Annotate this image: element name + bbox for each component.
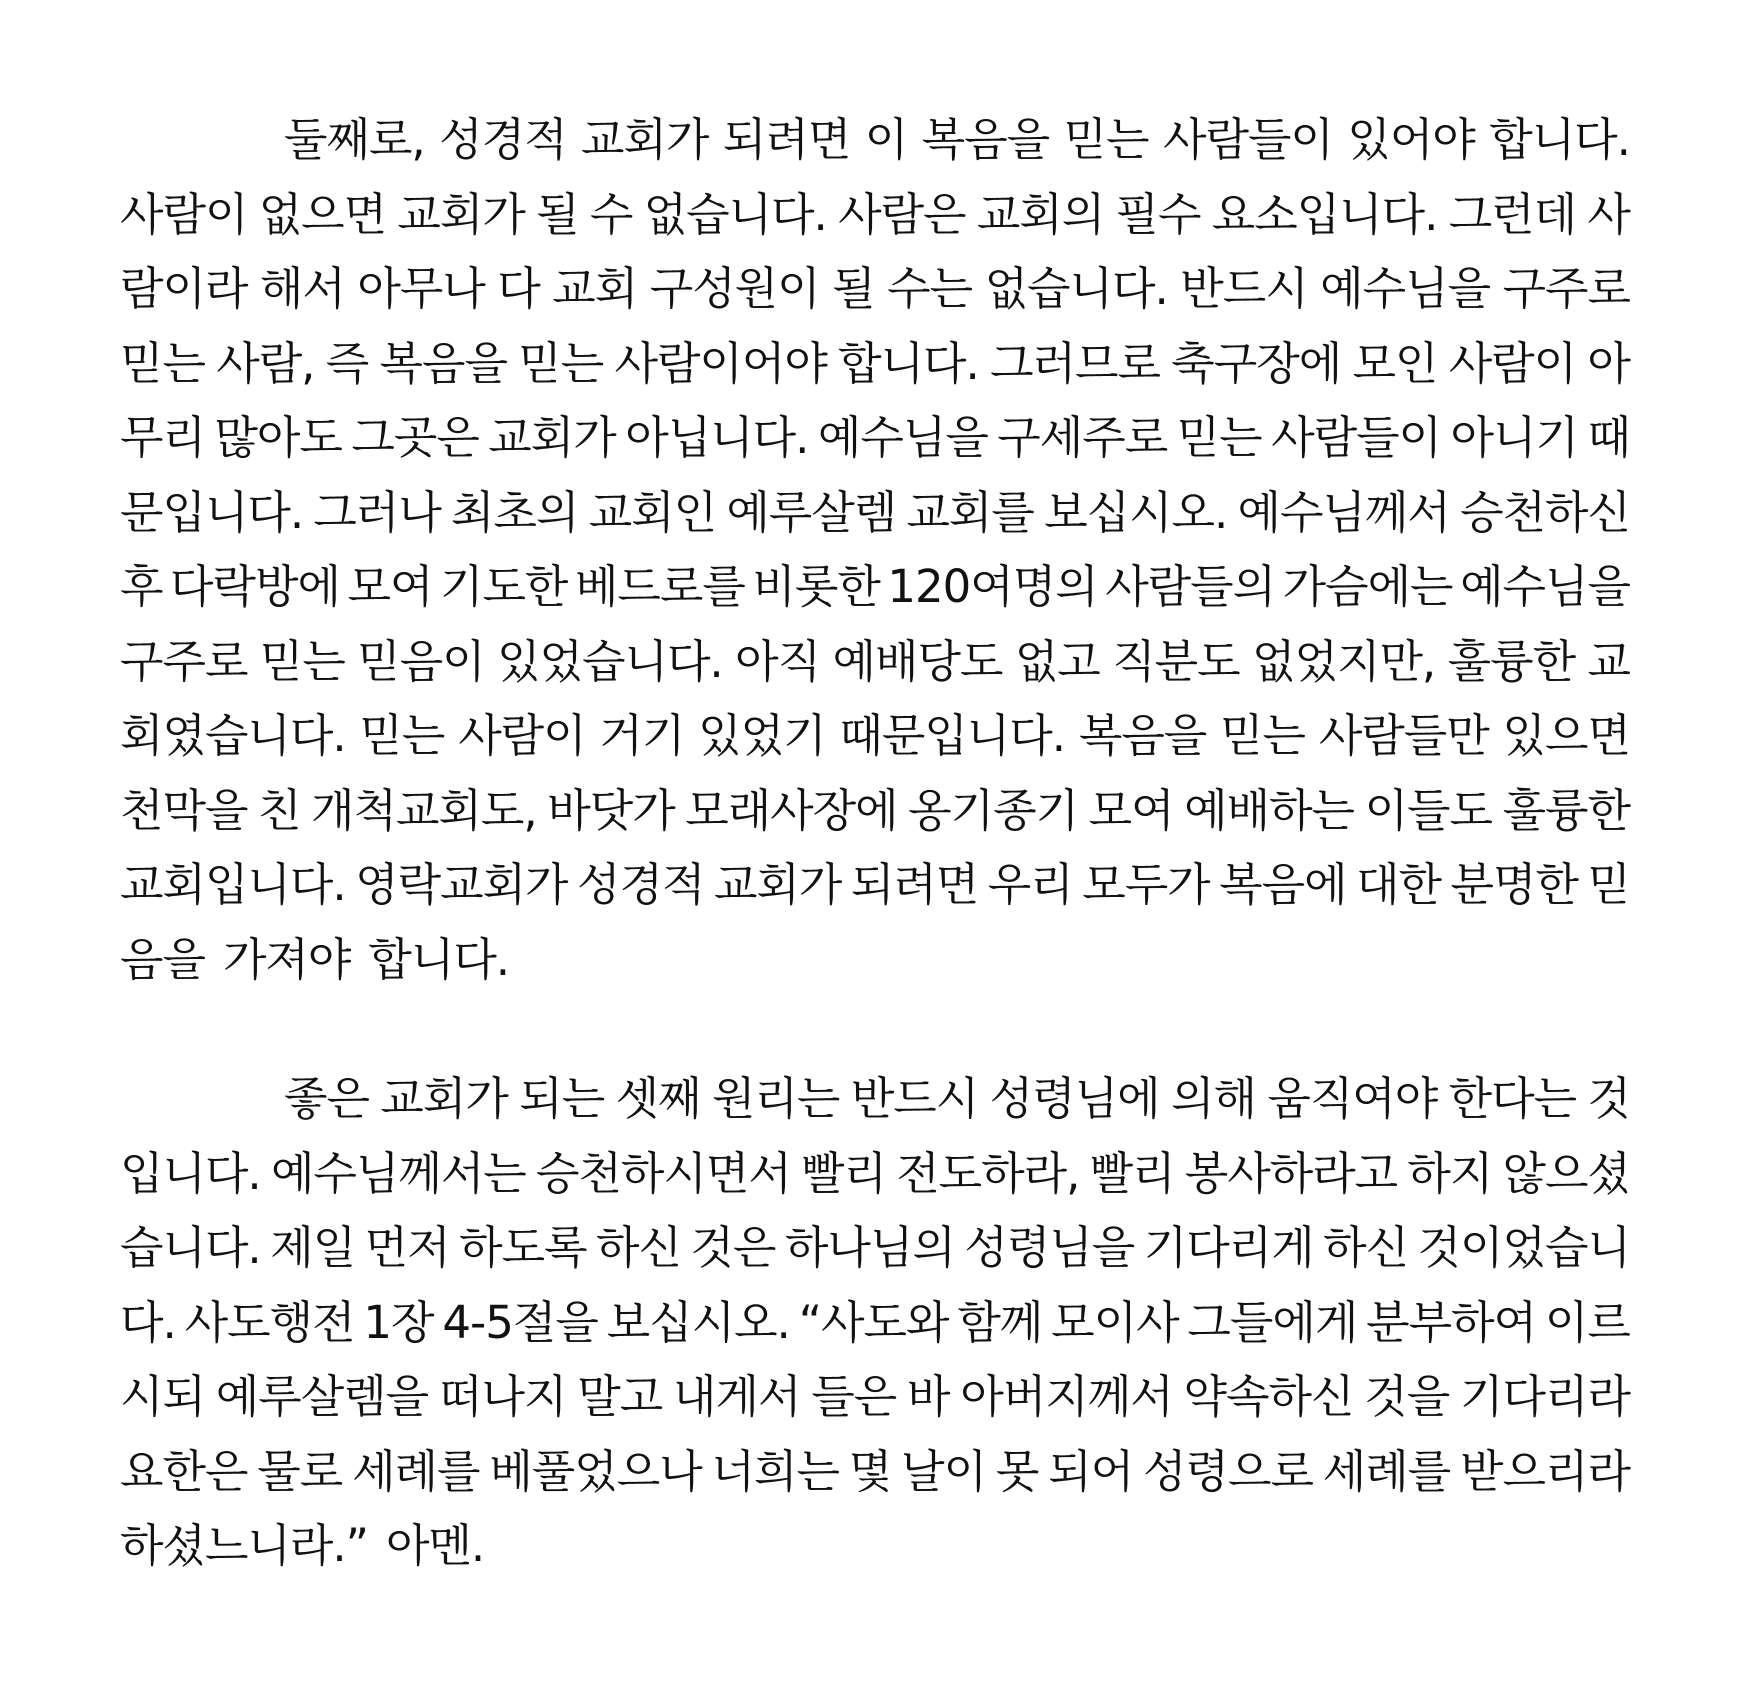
word: 예수님께서: [1237, 485, 1450, 539]
word: 되려면: [722, 113, 851, 166]
word: 받으리라: [1460, 1444, 1630, 1498]
word: 바: [907, 1370, 950, 1423]
word: 비롯한: [752, 560, 880, 613]
word: 복음을: [379, 336, 507, 390]
word: 되어: [1048, 1444, 1134, 1498]
word: 못: [995, 1444, 1039, 1498]
word: 것은: [690, 1221, 776, 1274]
word: 것이었습니: [1417, 1221, 1630, 1274]
word: 그러므로: [990, 336, 1160, 390]
word: 한다는: [1448, 1072, 1577, 1125]
word: 성령님에: [989, 1072, 1160, 1125]
word: 기다리게: [1143, 1221, 1314, 1274]
word: 하지: [1407, 1146, 1493, 1200]
word: 내게서: [673, 1370, 801, 1423]
word: 말고: [577, 1370, 663, 1423]
word: 없었지만,: [1252, 634, 1436, 688]
word: 베드로를: [574, 560, 745, 613]
word: 복음을: [921, 113, 1050, 166]
text-line: [120, 327, 1630, 402]
word: 직분도: [1112, 634, 1240, 688]
word: 반드시: [850, 1072, 979, 1125]
word: 되는: [519, 1072, 605, 1125]
text-line: [120, 103, 1630, 178]
word: 먼저: [364, 1221, 450, 1274]
word: 교: [1587, 634, 1630, 688]
word: 옹기종기: [908, 783, 1079, 837]
word: 성령으로: [1143, 1444, 1313, 1498]
word: 예수님께서는: [270, 1146, 526, 1200]
word: 그런데: [1448, 187, 1577, 241]
word: 복음에: [1219, 858, 1347, 911]
word: 교회가: [581, 113, 709, 166]
word: 합니다.: [838, 336, 979, 390]
word: 사람이: [1448, 336, 1577, 390]
word: 사람이어야: [614, 336, 827, 390]
text-line: [120, 1211, 1630, 1286]
word: 구성원이: [649, 262, 820, 315]
text-line: [120, 923, 1630, 998]
word: 셋째: [615, 1072, 701, 1125]
word: 기도한: [439, 560, 568, 613]
text-line: [120, 252, 1630, 327]
text-line: [120, 625, 1630, 700]
word: 예수님을: [1320, 262, 1491, 315]
word: 아: [1587, 336, 1630, 390]
word: 훌륭한: [1447, 634, 1576, 688]
paragraph-1: [120, 103, 1630, 997]
word: 필수: [1115, 187, 1201, 241]
word: 수는: [887, 262, 973, 315]
word: 시되: [120, 1370, 205, 1423]
word: 이르: [1544, 1295, 1630, 1349]
word: 4-5절을: [442, 1295, 598, 1349]
word: 날이: [901, 1444, 987, 1498]
word: 될: [832, 262, 875, 315]
text-line: [120, 1286, 1630, 1361]
word: 합니다.: [1489, 113, 1630, 166]
word: 모래사장에: [685, 783, 898, 837]
word: 약속하신: [1183, 1370, 1354, 1423]
word: 베풀었으나: [489, 1444, 702, 1498]
word: 분명한: [1450, 858, 1578, 911]
word: 모여: [347, 560, 433, 613]
word: 구주로: [1502, 262, 1630, 315]
word: 가슴에는: [1282, 560, 1453, 613]
word: 성령님을: [964, 1221, 1135, 1274]
word: 람이라: [120, 262, 248, 315]
word: 없습니다.: [984, 262, 1168, 315]
word: 복음을: [1078, 709, 1207, 762]
text-line: [120, 401, 1630, 476]
word: 교회: [552, 262, 638, 315]
word: 너희는: [711, 1444, 839, 1498]
word: 해서: [259, 262, 345, 315]
word: 아닙니다.: [625, 411, 809, 464]
word: 물로: [257, 1444, 343, 1498]
word: 사: [1587, 187, 1630, 241]
word: 합니다.: [368, 932, 510, 986]
text-line: [120, 1360, 1630, 1435]
word: 승천하신: [1460, 485, 1630, 539]
word: 수: [589, 187, 633, 241]
text-line: [120, 1062, 1630, 1137]
word: 모인: [1352, 336, 1438, 390]
word: 영락교회가: [355, 858, 568, 911]
word: 교회가: [397, 187, 525, 241]
word: 친: [257, 783, 301, 837]
word: 봉사하라고: [1184, 1146, 1398, 1200]
word: 많아도: [214, 411, 342, 464]
word: 있었기: [698, 709, 826, 762]
word: 요한은: [120, 1444, 248, 1498]
word: 교회의: [976, 187, 1105, 241]
word: 기다리라: [1460, 1370, 1630, 1423]
text-line: [120, 1509, 1630, 1584]
text-line: [120, 848, 1630, 923]
word: 사람은: [838, 187, 966, 241]
paragraph-2: [120, 1062, 1630, 1584]
word: 아니기: [1450, 411, 1578, 464]
word: 믿는: [1063, 113, 1149, 166]
word: 사람이: [458, 709, 586, 762]
word: 구세주로: [997, 411, 1168, 464]
word: 하신: [596, 1221, 681, 1274]
text-line: [120, 774, 1630, 849]
word: 하도록: [459, 1221, 587, 1274]
word: 들은: [811, 1370, 897, 1423]
word: 구주로: [120, 634, 248, 688]
word: 교회가: [713, 858, 842, 911]
word: “사도와: [798, 1295, 949, 1349]
word: 교회인: [588, 485, 717, 539]
word: 믿는: [1220, 709, 1306, 762]
word: 모여: [1088, 783, 1174, 837]
word: 좋은: [284, 1072, 369, 1125]
word: 훌륭한: [1502, 783, 1630, 837]
word: 세례를: [1322, 1444, 1451, 1498]
word: 믿는: [120, 336, 205, 390]
word: 것을: [1364, 1370, 1450, 1423]
word: 의해: [1170, 1072, 1256, 1125]
text-line: [120, 178, 1630, 253]
word: 믿: [1587, 858, 1630, 911]
word: 하신: [1323, 1221, 1409, 1274]
word: 습니다.: [120, 1221, 261, 1274]
word: 않으셨: [1502, 1146, 1630, 1200]
word: 그들에게: [1187, 1295, 1358, 1349]
word: 있으면: [1502, 709, 1630, 762]
word: 다: [497, 262, 540, 315]
word: 믿는: [359, 709, 445, 762]
word: 교회가: [488, 411, 616, 464]
word: 될: [536, 187, 579, 241]
word: 아멘.: [385, 1519, 485, 1572]
word: 분부하여: [1366, 1295, 1537, 1349]
word: 믿는: [1176, 411, 1262, 464]
word: 다락방에: [170, 560, 340, 613]
word: 예루살렘: [726, 485, 897, 539]
word: 예수님을: [817, 411, 988, 464]
text-line: [120, 550, 1630, 625]
word: 함께: [957, 1295, 1043, 1349]
word: 즉: [325, 336, 369, 390]
word: 원리는: [711, 1072, 840, 1125]
word: 사람이: [120, 187, 248, 241]
word: 없으면: [258, 187, 387, 241]
word: 이: [864, 113, 908, 166]
word: 최초의: [451, 485, 579, 539]
word: 세례를: [352, 1444, 480, 1498]
word: 그곳은: [351, 411, 479, 464]
word: 교회를: [906, 485, 1034, 539]
word: 교회가: [380, 1072, 508, 1125]
word: 믿음이: [357, 634, 485, 688]
word: 보십시오.: [606, 1295, 790, 1349]
word: 하나님의: [784, 1221, 955, 1274]
word: 움직여야: [1267, 1072, 1438, 1125]
word: 몇: [848, 1444, 892, 1498]
word: 문입니다.: [120, 485, 304, 539]
word: 보십시오.: [1044, 485, 1228, 539]
word: 되려면: [850, 858, 979, 911]
word: 떠나지: [438, 1370, 567, 1423]
word: 1장: [363, 1295, 434, 1349]
word: 아버지께서: [960, 1370, 1173, 1423]
word: 모이사: [1051, 1295, 1179, 1349]
word: 입니다.: [120, 1146, 261, 1200]
word: 개척교회도,: [311, 783, 537, 837]
word: 예배당도: [832, 634, 1003, 688]
word: 회였습니다.: [120, 709, 346, 762]
word: 믿는: [259, 634, 345, 688]
word: 빨리: [801, 1146, 886, 1200]
word: 이들도: [1364, 783, 1492, 837]
word: 거기: [599, 709, 685, 762]
word: 있어야: [1347, 113, 1475, 166]
word: 없고: [1014, 634, 1100, 688]
text-line: [120, 476, 1630, 551]
word: 축구장에: [1171, 336, 1342, 390]
word: 후: [120, 560, 163, 613]
word: 때문입니다.: [839, 709, 1066, 762]
word: 전도하라,: [896, 1146, 1080, 1200]
word: 없습니다.: [643, 187, 827, 241]
word: 사람,: [216, 336, 315, 390]
word: 대한: [1356, 858, 1442, 911]
text-line: [120, 699, 1630, 774]
word: 우리: [987, 858, 1073, 911]
word: 교회입니다.: [120, 858, 346, 911]
word: 반드시: [1180, 262, 1308, 315]
word: 그러나: [313, 485, 441, 539]
word: 때: [1587, 411, 1630, 464]
text-line: [120, 1137, 1630, 1212]
word: 것: [1587, 1072, 1630, 1125]
text-line: [120, 1435, 1630, 1510]
word: 사람들이: [1271, 411, 1442, 464]
word: 아무나: [357, 262, 485, 315]
word: 사람들만: [1318, 709, 1489, 762]
word: 믿는: [518, 336, 604, 390]
word: 사람들이: [1163, 113, 1333, 166]
word: 음을: [120, 932, 205, 986]
word: 예배하는: [1184, 783, 1355, 837]
word: 성경적: [577, 858, 705, 911]
word: 사람들의: [1105, 560, 1276, 613]
word: 성경적: [439, 113, 567, 166]
word: 바닷가: [547, 783, 675, 837]
word: 가져야: [222, 932, 351, 986]
word: 제일: [270, 1221, 356, 1274]
word: 하셨느니라.”: [120, 1519, 368, 1572]
word: 빨리: [1089, 1146, 1175, 1200]
word: 120여명의: [887, 560, 1098, 613]
word: 아직: [735, 634, 821, 688]
word: 다.: [120, 1295, 176, 1349]
word: 예루살렘을: [215, 1370, 429, 1423]
word: 있었습니다.: [497, 634, 723, 688]
word: 천막을: [120, 783, 248, 837]
word: 사도행전: [184, 1295, 355, 1349]
word: 무리: [120, 411, 205, 464]
word: 모두가: [1082, 858, 1210, 911]
word: 요소입니다.: [1211, 187, 1438, 241]
word: 둘째로,: [284, 113, 425, 166]
word: 예수님을: [1460, 560, 1630, 613]
word: 승천하시면서: [535, 1146, 791, 1200]
